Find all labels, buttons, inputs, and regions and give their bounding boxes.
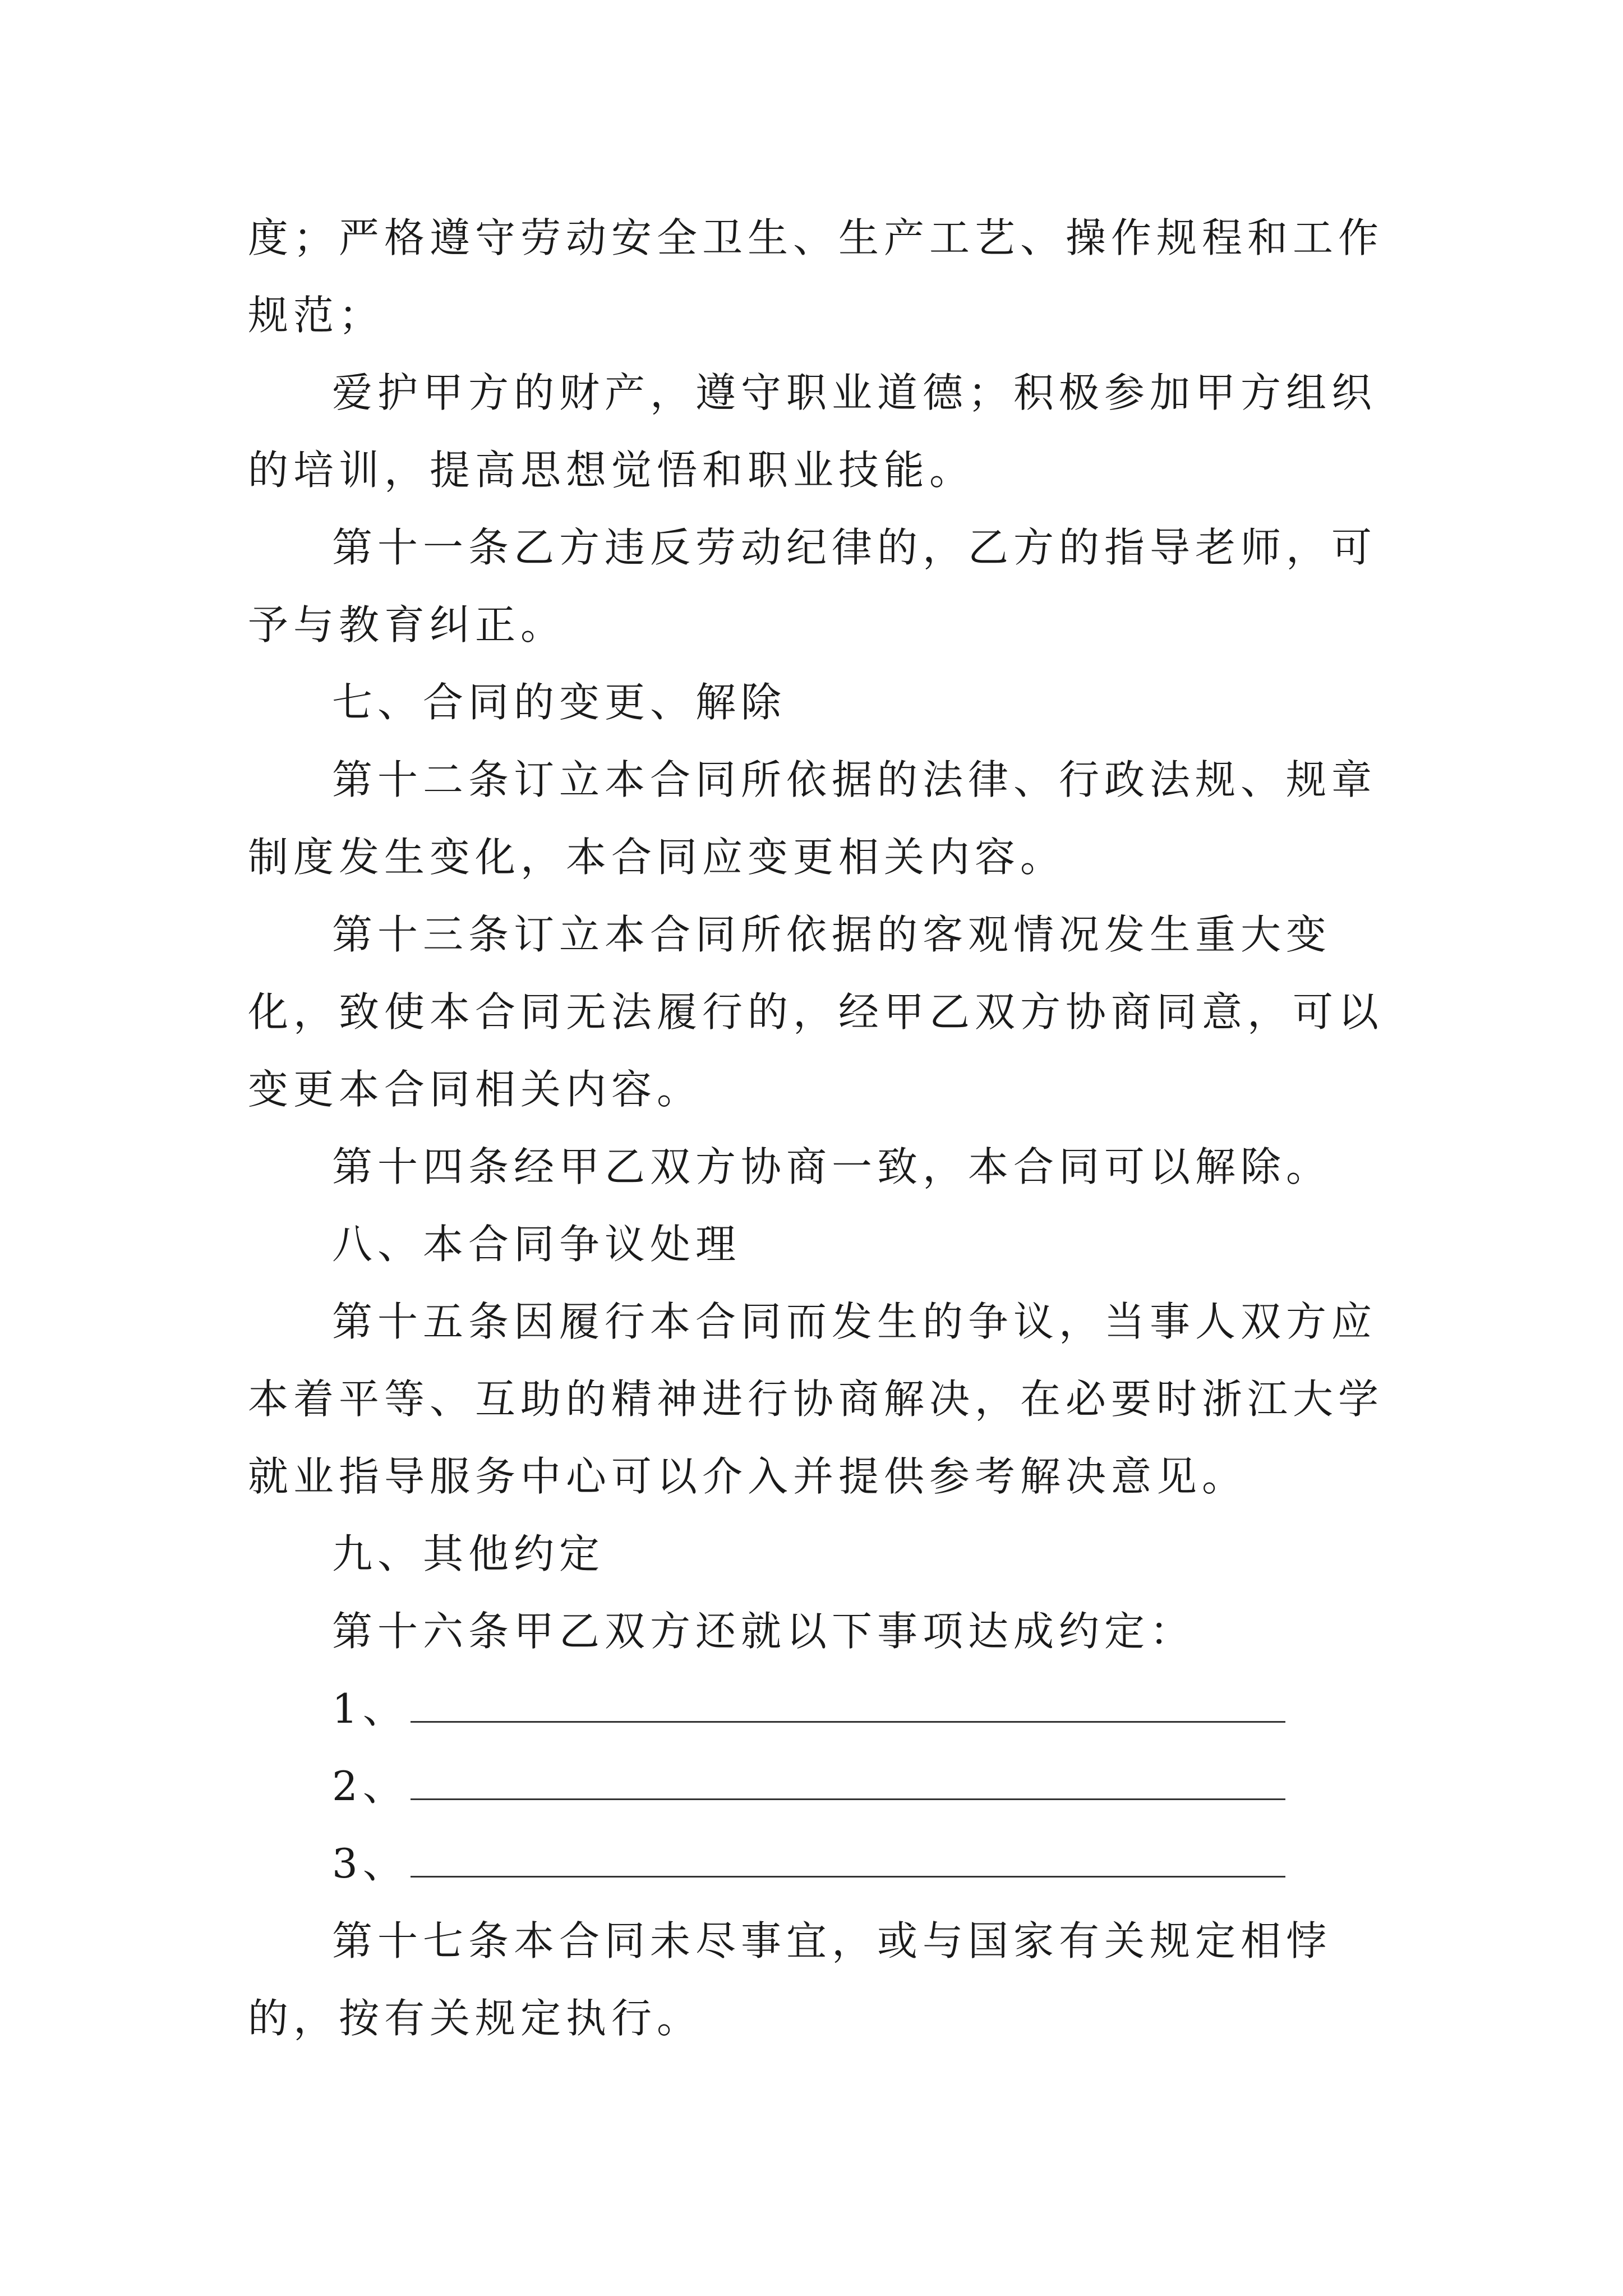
article-17: 第十七条本合同未尽事宜，或与国家有关规定相悖的，按有关规定执行。 bbox=[248, 1917, 1332, 2042]
blank-item-number: 3、 bbox=[332, 1840, 408, 1887]
article-16: 第十六条甲乙双方还就以下事项达成约定： bbox=[332, 1608, 1196, 1655]
blank-item-3 bbox=[248, 1825, 1409, 1902]
document-page bbox=[248, 199, 1409, 2057]
article-12: 第十二条订立本合同所依据的法律、行政法规、规章制度发生变化，本合同应变更相关内容。 bbox=[248, 756, 1377, 881]
blank-item-number: 1、 bbox=[332, 1685, 408, 1732]
fill-in-line bbox=[411, 1676, 1285, 1723]
article-15: 第十五条因履行本合同而发生的争议，当事人双方应本着平等、互助的精神进行协商解决，在必要时浙江大学就业指导服务中心可以介入并提供参考解决意见。 bbox=[248, 1298, 1384, 1500]
article-14: 第十四条经甲乙双方协商一致，本合同可以解除。 bbox=[332, 1143, 1332, 1190]
paragraph-continued-duties: 度；严格遵守劳动安全卫生、生产工艺、操作规程和工作规范； bbox=[248, 214, 1384, 339]
blank-item-1 bbox=[248, 1670, 1409, 1747]
blank-item-number: 2、 bbox=[332, 1763, 408, 1810]
section-heading-7: 七、合同的变更、解除 bbox=[332, 679, 787, 726]
article-13: 第十三条订立本合同所依据的客观情况发生重大变化，致使本合同无法履行的，经甲乙双方协商同意，可以变更本合同相关内容。 bbox=[248, 911, 1384, 1113]
article-11: 第十一条乙方违反劳动纪律的，乙方的指导老师，可予与教育纠正。 bbox=[248, 524, 1377, 648]
fill-in-line bbox=[411, 1831, 1285, 1878]
paragraph-protect-property: 爱护甲方的财产，遵守职业道德；积极参加甲方组织的培训，提高思想觉悟和职业技能。 bbox=[248, 369, 1377, 494]
blank-item-2 bbox=[248, 1747, 1409, 1825]
section-heading-9: 九、其他约定 bbox=[332, 1530, 605, 1577]
fill-in-line bbox=[411, 1754, 1285, 1800]
section-heading-8: 八、本合同争议处理 bbox=[332, 1221, 741, 1268]
